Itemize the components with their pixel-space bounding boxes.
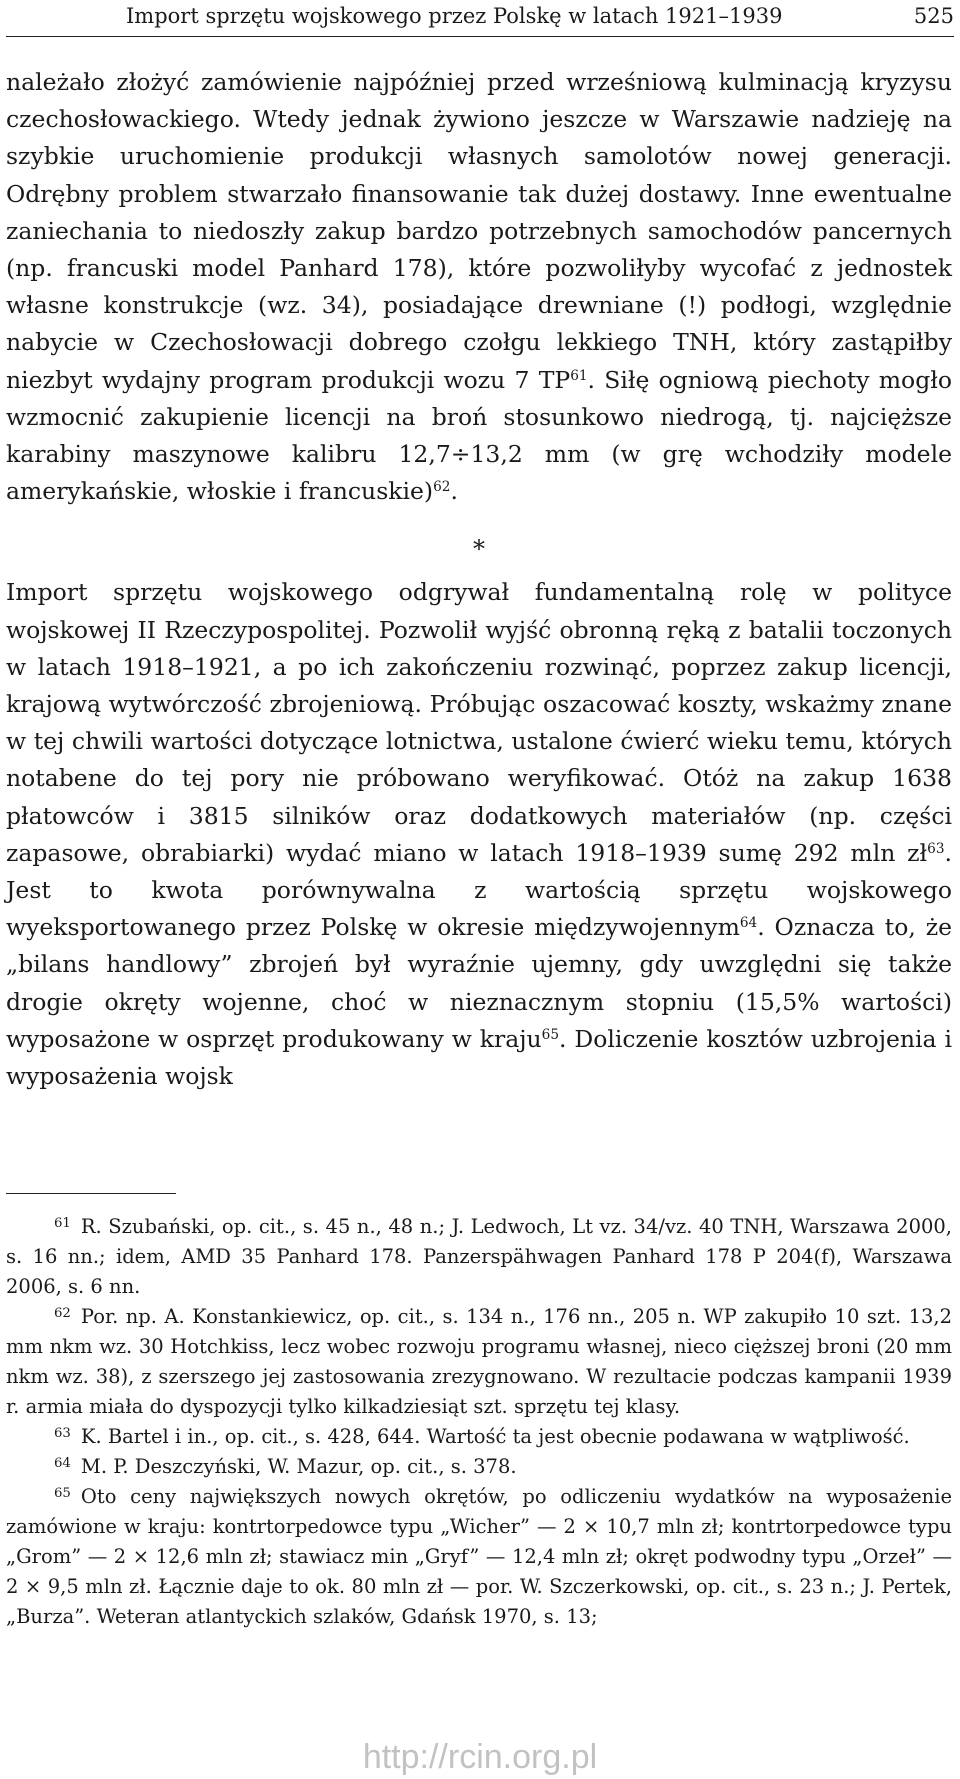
footnote-64: 64 M. P. Deszczyński, W. Mazur, op. cit., s. 378.	[54, 1455, 517, 1478]
paragraph-1	[6, 64, 952, 510]
footnote-rule	[6, 1193, 176, 1194]
footnote-text: K. Bartel i in., op. cit., s. 428, 644. Wartość ta jest obecnie podawana w wątpliwość.	[80, 1425, 910, 1448]
footnote-62: 62 Por. np. A. Konstankiewicz, op. cit., s. 134 n., 176 nn., 205 n. WP zakupiło 10 szt. 13,2 mm nkm wz. 30 Hotchkiss, lecz wobec rozwoju programu własnej, nieco cięższej broni (20 mm nkm wz. 38), z szerszego jej zastosowania zrezygnowano. W rezultacie podczas kampanii 1939 r. armia miała do dyspozycji tylko kilkadziesiąt szt. sprzętu tej klasy.	[6, 1305, 952, 1418]
text-run: należało złożyć zamówienie najpóźniej przed wrześniową kulminacją kryzysu czechosłowackiego. Wtedy jednak żywiono jeszcze w Warszawie nadzieję na szybkie uruchomienie produkcji własnych samolotów nowej generacji. Odrębny problem stwarzało finansowanie tak dużej dostawy. Inne ewentualne zaniechania to niedoszły zakup bardzo potrzebnych samochodów pancernych (np. francuski model Panhard 178), które pozwoliłyby wycofać z jednostek własne konstrukcje (wz. 34), posiadające drewniane (!) podłogi, względnie nabycie w Czechosłowacji dobrego czołgu lekkiego TNH, który zastąpiłby niezbyt wydajny program produkcji wozu 7 TP	[6, 68, 952, 394]
footnote-ref-65[interactable]: 65	[541, 1026, 559, 1043]
running-title: Import sprzętu wojskowego przez Polskę w latach 1921–1939	[126, 4, 783, 28]
footnote-text: Por. np. A. Konstankiewicz, op. cit., s. 134 n., 176 nn., 205 n. WP zakupiło 10 szt. 13,2 mm nkm wz. 30 Hotchkiss, lecz wobec rozwoju programu własnej, nieco cięższej broni (20 mm nkm wz. 38), z szerszego jej zastosowania zrezygnowano. W rezultacie podczas kampanii 1939 r. armia miała do dyspozycji tylko kilkadziesiąt szt. sprzętu tej klasy.	[6, 1305, 952, 1418]
text-run: .	[450, 477, 458, 506]
running-header	[6, 0, 954, 37]
text-run: . Doliczenie kosztów uzbrojenia i wyposażenia wojsk	[6, 1024, 952, 1091]
text-run: . Siłę ogniową piechoty mogło wzmocnić zakupienie licencji na broń stosunkowo niedrogą, tj. najcięższe karabiny maszynowe kalibru 12,7÷13,2 mm (w grę wchodziły modele amerykańskie, włoskie i francuskie)	[6, 365, 953, 506]
footnote-61: 61 R. Szubański, op. cit., s. 45 n., 48 n.; J. Ledwoch, Lt vz. 34/vz. 40 TNH, Warszawa 2000, s. 16 nn.; idem, AMD 35 Panhard 178. Panzerspähwagen Panhard 178 P 204(f), Warszawa 2006, s. 6 nn.	[6, 1215, 952, 1298]
footnote-ref-63[interactable]: 63	[927, 840, 945, 857]
footnote-text: M. P. Deszczyński, W. Mazur, op. cit., s. 378.	[80, 1455, 517, 1478]
text-run: . Jest to kwota porównywalna z wartością sprzętu wojskowego wyeksportowanego przez Polskę w okresie międzywojennym	[6, 838, 952, 942]
footnote-text: R. Szubański, op. cit., s. 45 n., 48 n.; J. Ledwoch, Lt vz. 34/vz. 40 TNH, Warszawa 2000, s. 16 nn.; idem, AMD 35 Panhard 178. Panzerspähwagen Panhard 178 P 204(f), Warszawa 2006, s. 6 nn.	[6, 1215, 952, 1298]
main-text	[6, 64, 952, 1095]
text-run: . Oznacza to, że „bilans handlowy” zbrojeń był wyraźnie ujemny, gdy uwzględni się także drogie okręty wojenne, choć w nieznacznym stopniu (15,5% wartości) wyposażone w osprzęt produkowany w kraju	[6, 913, 952, 1053]
footnote-ref-62[interactable]: 62	[433, 479, 451, 496]
paragraph-2	[6, 574, 952, 1095]
text-run: Import sprzętu wojskowego odgrywał fundamentalną rolę w polityce wojskowej II Rzeczypospolitej. Pozwolił wyjść obronną ręką z batalii toczonych w latach 1918–1921, a po ich zakończeniu rozwinąć, poprzez zakup licencji, krajową wytwórczość zbrojeniową. Próbując oszacować koszty, wskażmy znane w tej chwili wartości dotyczące lotnictwa, ustalone ćwierć wieku temu, których notabene do tej pory nie próbowano weryfikować. Otóż na zakup 1638 płatowców i 3815 silników oraz dodatkowych materiałów (np. części zapasowe, obrabiarki) wydać miano w latach 1918–1939 sumę 292 mln zł	[6, 578, 952, 867]
footnote-63: 63 K. Bartel i in., op. cit., s. 428, 644. Wartość ta jest obecnie podawana w wątpliwość.	[54, 1425, 910, 1448]
footnote-text: Oto ceny największych nowych okrętów, po odliczeniu wydatków na wyposażenie zamówione w kraju: kontrtorpedowce typu „Wicher” — 2 × 10,7 mln zł; kontrtorpedowce typu „Grom” — 2 × 12,6 mln zł; stawiacz min „Gryf” — 12,4 mln zł; okręt podwodny typu „Orzeł” — 2 × 9,5 mln zł. Łącznie daje to ok. 80 mln zł — por. W. Szczerkowski, op. cit., s. 23 n.; J. Pertek, „Burza”. Weteran atlantyckich szlaków, Gdańsk 1970, s. 13;	[6, 1485, 952, 1628]
footnote-ref-61[interactable]: 61	[570, 367, 588, 384]
footnote-65: 65 Oto ceny największych nowych okrętów, po odliczeniu wydatków na wyposażenie zamówione w kraju: kontrtorpedowce typu „Wicher” — 2 × 10,7 mln zł; kontrtorpedowce typu „Grom” — 2 × 12,6 mln zł; stawiacz min „Gryf” — 12,4 mln zł; okręt podwodny typu „Orzeł” — 2 × 9,5 mln zł. Łącznie daje to ok. 80 mln zł — por. W. Szczerkowski, op. cit., s. 23 n.; J. Pertek, „Burza”. Weteran atlantyckich szlaków, Gdańsk 1970, s. 13;	[6, 1485, 952, 1628]
page-number: 525	[913, 4, 954, 28]
watermark-url: http://rcin.org.pl	[362, 1738, 598, 1776]
footnote-ref-64[interactable]: 64	[739, 915, 758, 932]
footnotes	[6, 1212, 952, 1632]
section-separator: *	[473, 535, 485, 564]
